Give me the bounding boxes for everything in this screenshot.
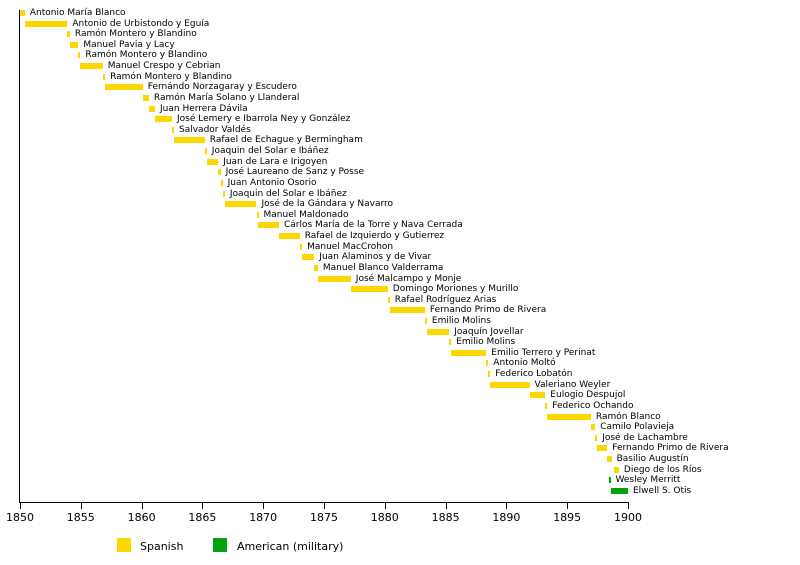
axis-tick-label: 1885 bbox=[431, 511, 460, 524]
y-axis-line bbox=[19, 10, 20, 502]
axis-tick bbox=[20, 503, 21, 509]
bar-label: Elwell S. Otis bbox=[633, 486, 692, 496]
bar-label: Eulogio Despujol bbox=[550, 390, 626, 400]
timeline-bar bbox=[279, 233, 300, 239]
timeline-bar bbox=[591, 424, 595, 430]
bar-label: Rafael de Echague y Bermingham bbox=[209, 135, 363, 145]
axis-tick-label: 1855 bbox=[66, 511, 95, 524]
bar-label: José Laureano de Sanz y Posse bbox=[225, 167, 365, 177]
bar-label: Antonio Moltó bbox=[493, 358, 556, 368]
legend-swatch-american bbox=[213, 538, 227, 552]
timeline-bar bbox=[607, 456, 611, 462]
axis-tick-label: 1895 bbox=[553, 511, 582, 524]
timeline-bar bbox=[611, 488, 628, 494]
bar-label: Salvador Valdés bbox=[179, 125, 251, 135]
bar-label: Emilio Molins bbox=[431, 316, 491, 326]
timeline-bar bbox=[302, 254, 314, 260]
timeline-bar bbox=[490, 382, 530, 388]
axis-tick bbox=[628, 503, 629, 509]
timeline-bar bbox=[614, 467, 619, 473]
bar-label: Joaquín Jovellar bbox=[454, 327, 524, 337]
bar-label: Juan de Lara e Irigoyen bbox=[223, 157, 328, 167]
axis-tick bbox=[324, 503, 325, 509]
bar-label: Ramón Blanco bbox=[595, 412, 661, 422]
axis-tick bbox=[81, 503, 82, 509]
timeline-bar bbox=[174, 137, 205, 143]
timeline-bar bbox=[425, 318, 427, 324]
bar-label: Joaquin del Solar e Ibáñez bbox=[211, 146, 329, 156]
timeline-bar bbox=[149, 106, 155, 112]
bar-label: José Lemery e Ibarrola Ney y González bbox=[177, 114, 351, 124]
timeline-bar bbox=[25, 21, 68, 27]
timeline-bar bbox=[595, 435, 597, 441]
bar-label: Cárlos María de la Torre y Nava Cerrada bbox=[284, 220, 463, 230]
timeline-bar bbox=[221, 180, 223, 186]
timeline-bar bbox=[78, 52, 80, 58]
timeline-bar bbox=[225, 201, 257, 207]
bar-label: Ramón Montero y Blandino bbox=[85, 50, 208, 60]
timeline-bar bbox=[172, 127, 174, 133]
axis-tick bbox=[142, 503, 143, 509]
axis-tick-label: 1865 bbox=[188, 511, 217, 524]
timeline-bar bbox=[451, 350, 486, 356]
bar-label: Ramón Montero y Blandino bbox=[74, 29, 197, 39]
bar-label: José de la Gándara y Navarro bbox=[261, 199, 394, 209]
bar-label: Antonio María Blanco bbox=[29, 8, 126, 18]
timeline-bar bbox=[218, 169, 220, 175]
timeline-bar bbox=[597, 445, 607, 451]
axis-tick-label: 1860 bbox=[127, 511, 156, 524]
timeline-bar bbox=[207, 159, 219, 165]
timeline-bar bbox=[427, 329, 450, 335]
axis-tick bbox=[506, 503, 507, 509]
bar-label: Manuel Maldonado bbox=[263, 210, 349, 220]
timeline-bar bbox=[488, 371, 490, 377]
bar-label: Emilio Terrero y Perinat bbox=[491, 348, 596, 358]
bar-label: Manuel Pavia y Lacy bbox=[83, 40, 175, 50]
legend-label-american: American (military) bbox=[237, 540, 344, 553]
timeline-bar bbox=[257, 212, 259, 218]
timeline-bar bbox=[390, 307, 425, 313]
bar-label: Juan Antonio Osorio bbox=[227, 178, 317, 188]
timeline-bar bbox=[103, 74, 105, 80]
bar-label: Joaquin del Solar e Ibáñez bbox=[229, 189, 347, 199]
timeline-bar bbox=[300, 244, 302, 250]
bar-label: Ramón Montero y Blandino bbox=[110, 72, 232, 82]
timeline-bar bbox=[314, 265, 318, 271]
bar-label: Federico Lobatón bbox=[495, 369, 573, 379]
bar-label: Valeriano Weyler bbox=[534, 380, 611, 390]
bar-label: Emilio Molins bbox=[456, 337, 516, 347]
timeline-bar bbox=[205, 148, 207, 154]
timeline-bar bbox=[155, 116, 172, 122]
bar-label: Diego de los Ríos bbox=[623, 465, 702, 475]
timeline-bar bbox=[351, 286, 388, 292]
timeline-bar bbox=[318, 276, 351, 282]
timeline-bar bbox=[486, 360, 488, 366]
bar-label: Antonio de Urbistondo y Eguía bbox=[72, 19, 210, 29]
bar-label: Juan Herrera Dávila bbox=[160, 104, 248, 114]
bar-label: Camilo Polavieja bbox=[600, 422, 675, 432]
timeline-bar bbox=[388, 297, 390, 303]
timeline-bar bbox=[258, 222, 279, 228]
timeline-bar bbox=[449, 339, 451, 345]
axis-tick-label: 1900 bbox=[614, 511, 642, 524]
axis-tick bbox=[385, 503, 386, 509]
bar-label: Basilio Augustín bbox=[616, 454, 689, 464]
timeline-bar bbox=[80, 63, 103, 69]
bar-label: Fernándo Norzagaray y Escudero bbox=[147, 82, 297, 92]
bar-label: José Malcampo y Monje bbox=[355, 274, 462, 284]
axis-tick-label: 1875 bbox=[310, 511, 338, 524]
timeline-bar bbox=[530, 392, 546, 398]
bar-label: Wesley Merritt bbox=[615, 475, 681, 485]
axis-tick bbox=[202, 503, 203, 509]
timeline-bar bbox=[67, 31, 69, 37]
axis-tick-label: 1880 bbox=[370, 511, 399, 524]
bar-label: Manuel MacCrohon bbox=[307, 242, 394, 252]
bar-label: Rafael Rodríguez Arias bbox=[394, 295, 497, 305]
legend-label-spanish: Spanish bbox=[140, 540, 184, 553]
timeline-bar bbox=[70, 42, 79, 48]
bar-label: Ramón María Solano y Llanderal bbox=[153, 93, 300, 103]
axis-tick bbox=[446, 503, 447, 509]
timeline-bar bbox=[223, 191, 225, 197]
bar-label: Rafael de Izquierdo y Gutierrez bbox=[304, 231, 445, 241]
timeline-bar bbox=[143, 95, 149, 101]
axis-tick-label: 1890 bbox=[492, 511, 521, 524]
timeline-bar bbox=[547, 414, 591, 420]
axis-tick-label: 1850 bbox=[6, 511, 34, 524]
bar-label: Manuel Crespo y Cebrian bbox=[107, 61, 221, 71]
legend-swatch-spanish bbox=[117, 538, 131, 552]
bar-label: José de Lachambre bbox=[602, 433, 688, 443]
axis-tick bbox=[263, 503, 264, 509]
bar-label: Manuel Blanco Valderrama bbox=[322, 263, 444, 273]
bar-label: Federico Ochando bbox=[552, 401, 634, 411]
bar-label: Fernando Primo de Rivera bbox=[429, 305, 547, 315]
axis-tick-label: 1870 bbox=[249, 511, 278, 524]
axis-tick bbox=[567, 503, 568, 509]
timeline-bar bbox=[545, 403, 547, 409]
timeline-bar bbox=[105, 84, 143, 90]
bar-label: Fernando Primo de Rivera bbox=[612, 443, 729, 453]
bar-label: Domingo Moriones y Murillo bbox=[392, 284, 519, 294]
bar-label: Juan Alaminos y de Vivar bbox=[319, 252, 432, 262]
timeline-bar bbox=[609, 477, 611, 483]
timeline-bar bbox=[20, 10, 25, 16]
